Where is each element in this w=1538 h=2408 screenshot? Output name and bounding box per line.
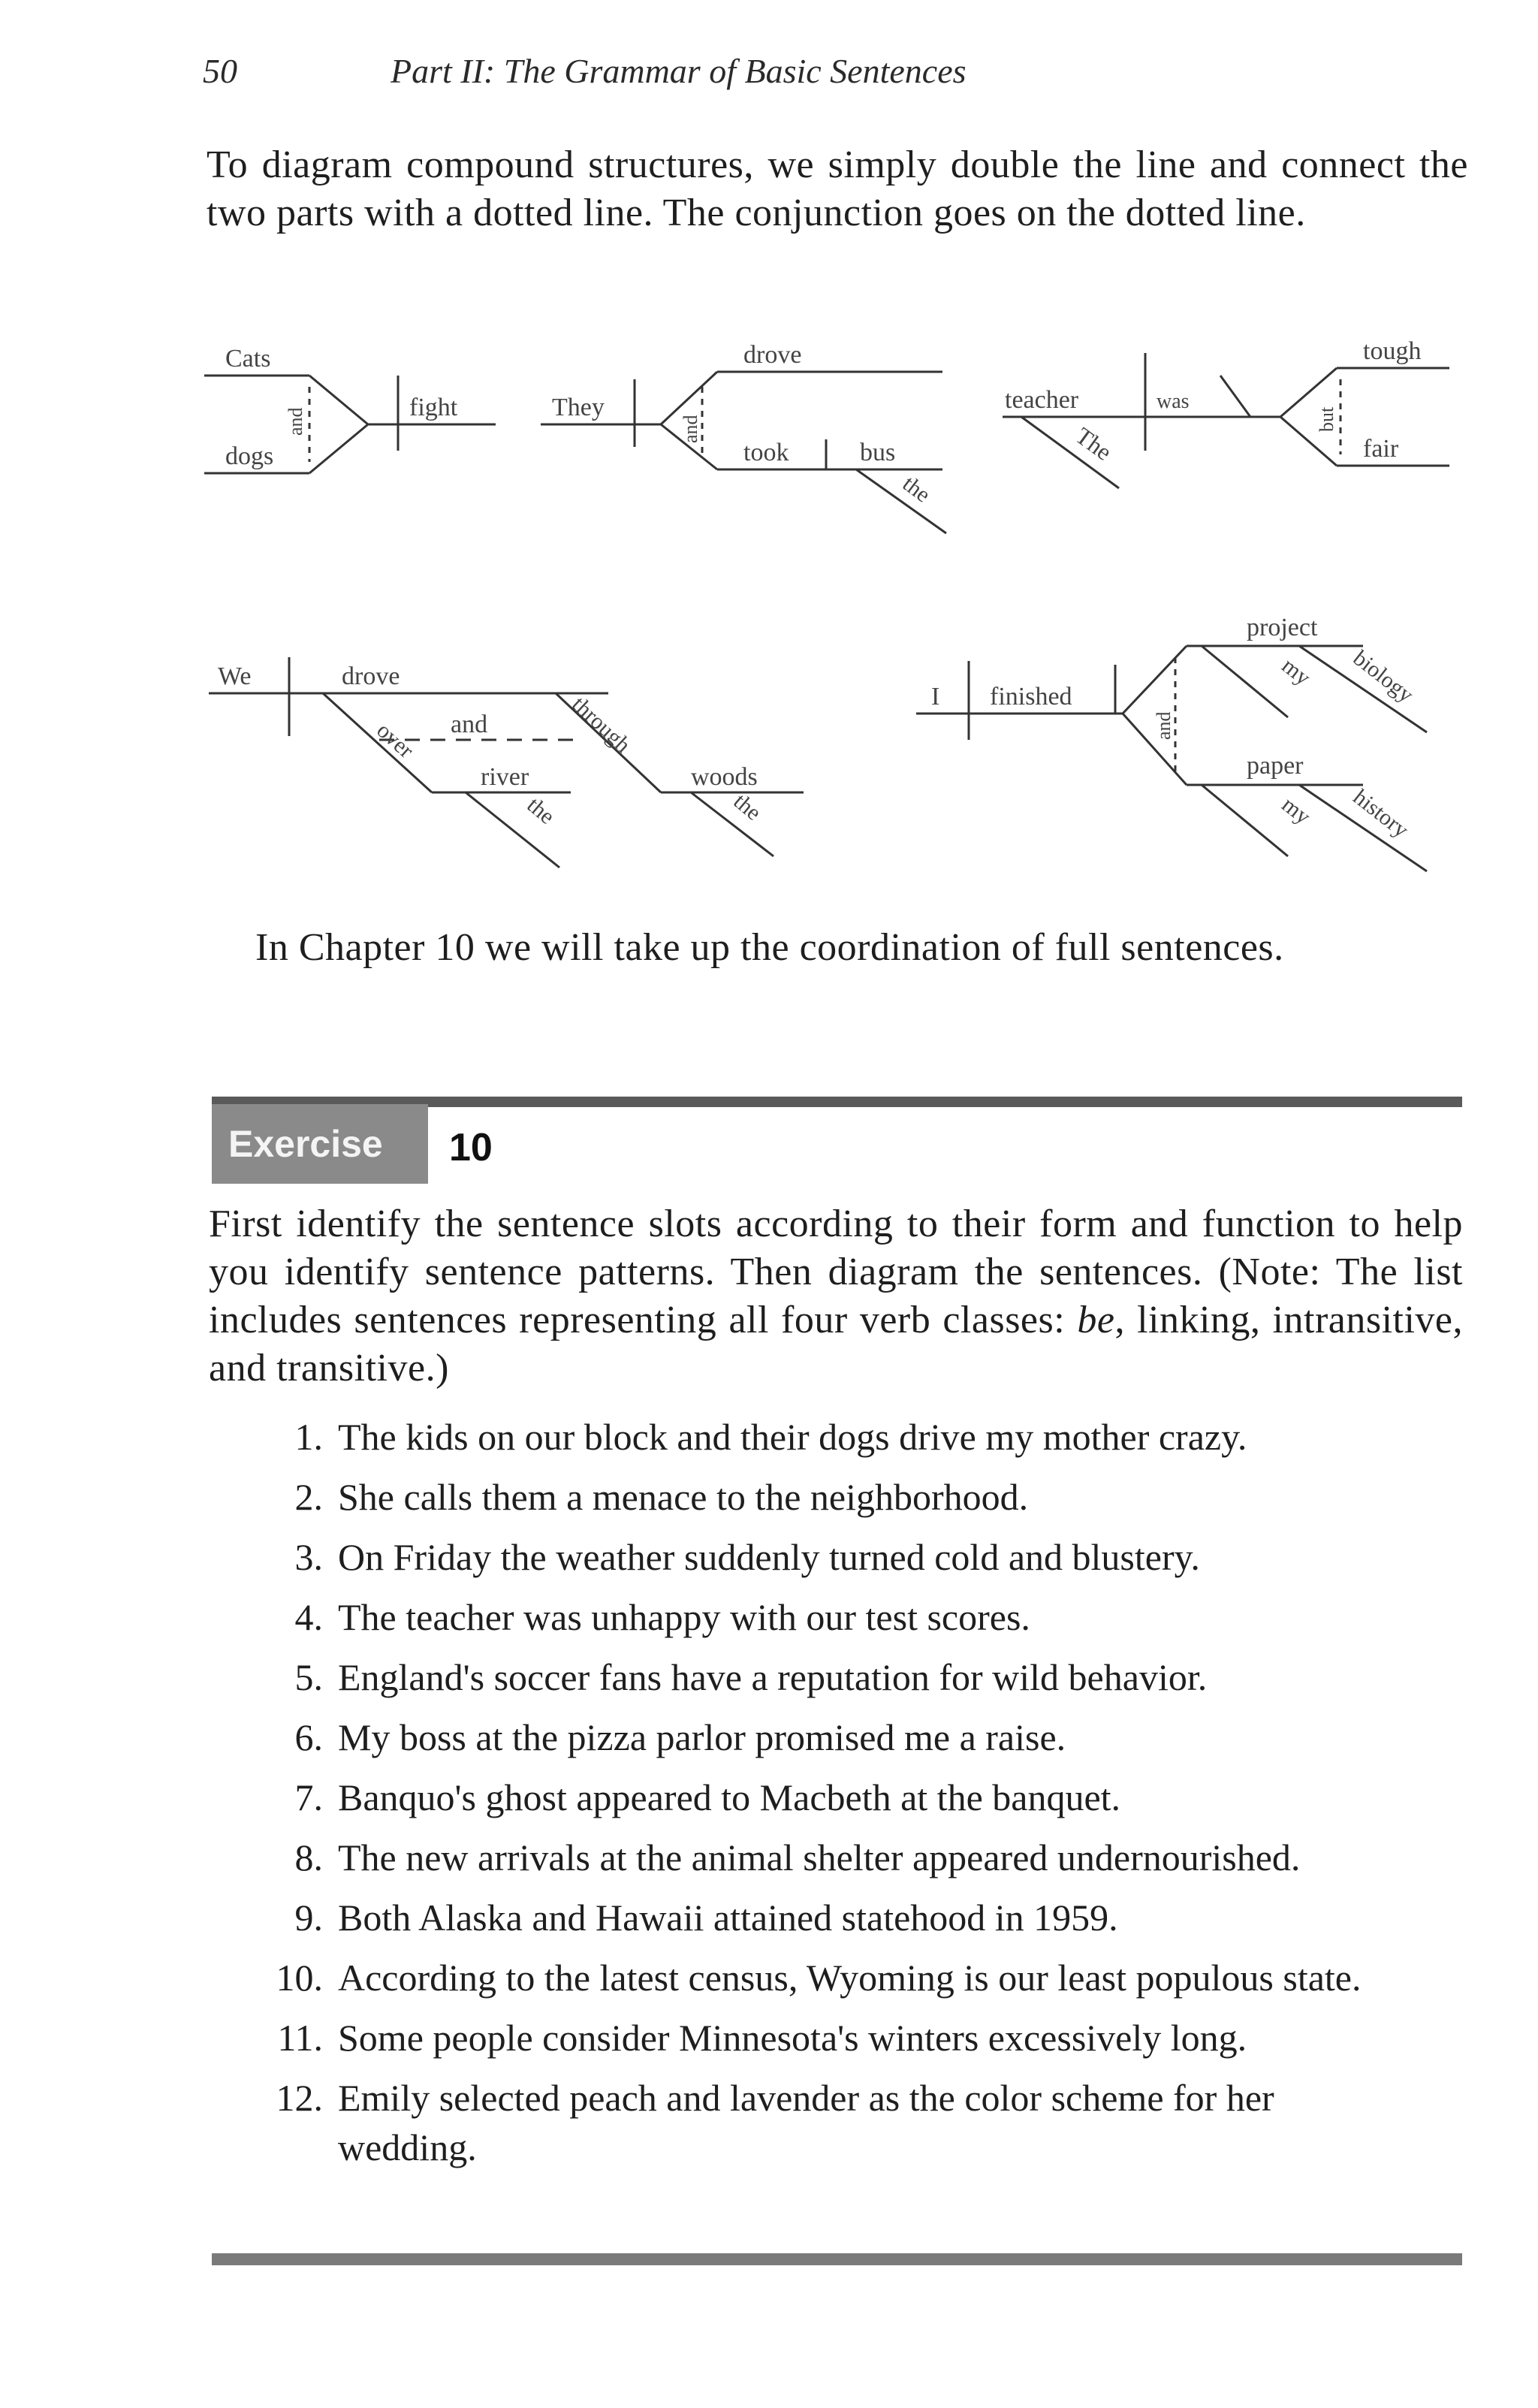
instructions-tail: , linking, intransitive, and transitive.): [209, 1299, 1463, 1390]
intro-paragraph: To diagram compound structures, we simply double the line and connect the two parts with a dotted line. The conjunction goes on the dotted line.: [207, 143, 1468, 234]
d4-obj2: woods: [691, 763, 758, 791]
bottom-rule: [212, 2253, 1462, 2265]
item-text: The kids on our block and their dogs drive my mother crazy.: [338, 1416, 1247, 1458]
list-item: [255, 1412, 1382, 1462]
d4-conj: and: [451, 711, 488, 738]
d5-mod2a: my: [1277, 792, 1316, 830]
exercise-list: [255, 1412, 1382, 2183]
list-item: [255, 1953, 1382, 2002]
item-number: 5.: [294, 1656, 323, 1698]
item-number: 7.: [294, 1776, 323, 1818]
d2-obj: bus: [860, 439, 896, 466]
list-item: [255, 1592, 1382, 1642]
d2-verb2: took: [743, 439, 789, 466]
diagram-teacher-tough-fair: [1003, 353, 1449, 488]
diagram-i-finished-project-paper: [916, 646, 1427, 871]
item-text: Both Alaska and Hawaii attained statehood in 1959.: [338, 1897, 1118, 1939]
diagram-we-drove-over-through: [209, 657, 804, 868]
sentence-diagrams: [0, 0, 1538, 901]
list-item: [255, 1712, 1382, 1762]
item-text: The new arrivals at the animal shelter appeared undernourished.: [338, 1836, 1301, 1878]
d5-conj: and: [1153, 711, 1175, 740]
d2-verb1: drove: [743, 341, 802, 369]
d3-subj: teacher: [1005, 386, 1079, 414]
d4-det2: the: [728, 789, 766, 825]
item-number: 2.: [294, 1476, 323, 1518]
d4-subj: We: [218, 662, 252, 690]
d5-verb: finished: [990, 683, 1072, 711]
instructions-be: be: [1077, 1299, 1115, 1341]
list-item: [255, 1652, 1382, 1702]
list-item: [255, 1893, 1382, 1942]
page-number: 50: [203, 52, 237, 90]
item-text: My boss at the pizza parlor promised me a raise.: [338, 1716, 1066, 1758]
d4-prep: through: [567, 691, 635, 758]
item-number: 11.: [277, 2017, 323, 2059]
d4-verb: drove: [342, 662, 400, 690]
d1-conj: and: [285, 407, 306, 436]
d1-verb: fight: [409, 394, 458, 421]
d2-subj: They: [552, 394, 605, 421]
item-number: 3.: [294, 1536, 323, 1578]
item-number: 10.: [276, 1957, 323, 1999]
d2-conj: and: [680, 415, 701, 443]
d3-comp1: tough: [1363, 337, 1422, 365]
d4-obj1: river: [481, 763, 529, 791]
running-head: Part II: The Grammar of Basic Sentences: [391, 52, 967, 90]
d5-mod1a: my: [1277, 653, 1316, 691]
d5-obj1: project: [1247, 614, 1318, 641]
exercise-number: 10: [449, 1126, 493, 1169]
list-item: [255, 1833, 1382, 1882]
list-item: [255, 1472, 1382, 1522]
exercise-label: Exercise: [212, 1104, 428, 1184]
d1-subj1: Cats: [225, 345, 271, 373]
d1-subj2: dogs: [225, 442, 274, 470]
item-number: 1.: [294, 1416, 323, 1458]
d5-obj2: paper: [1247, 752, 1304, 780]
item-number: 9.: [294, 1897, 323, 1939]
d4-adv: over: [372, 717, 419, 763]
item-text: On Friday the weather suddenly turned cold and blustery.: [338, 1536, 1200, 1578]
item-number: 6.: [294, 1716, 323, 1758]
list-item: [255, 1773, 1382, 1822]
item-number: 12.: [276, 2077, 323, 2119]
item-text: Banquo's ghost appeared to Macbeth at the banquet.: [338, 1776, 1121, 1818]
d3-det: The: [1070, 421, 1117, 466]
item-number: 8.: [294, 1836, 323, 1878]
item-text: England's soccer fans have a reputation for wild behavior.: [338, 1656, 1208, 1698]
item-text: The teacher was unhappy with our test scores.: [338, 1596, 1030, 1638]
d5-mod1b: biology: [1348, 645, 1419, 708]
item-number: 4.: [294, 1596, 323, 1638]
item-text: Some people consider Minnesota's winters excessively long.: [338, 2017, 1247, 2059]
d3-verb: was: [1157, 390, 1190, 413]
d3-conj: but: [1316, 406, 1337, 432]
d5-subj: I: [931, 683, 940, 711]
instructions-main: First identify the sentence slots according to their form and function to help you identify sentence patterns. Then diagram the sentences. (Note: The list includes sentences representing all four verb classes:: [209, 1202, 1463, 1341]
item-text: Emily selected peach and lavender as the color scheme for her wedding.: [338, 2077, 1274, 2168]
list-item: [255, 1532, 1382, 1582]
d4-det1: the: [522, 792, 559, 829]
item-text: She calls them a menace to the neighborhood.: [338, 1476, 1029, 1518]
d3-comp2: fair: [1363, 435, 1399, 463]
item-text: According to the latest census, Wyoming is our least populous state.: [338, 1957, 1362, 1999]
d5-mod2b: history: [1348, 784, 1413, 843]
d2-det: the: [897, 471, 935, 508]
list-item: [255, 2013, 1382, 2062]
exercise-instructions: [209, 1200, 1463, 1393]
chapter-note: In Chapter 10 we will take up the coordination of full sentences.: [255, 926, 1284, 969]
list-item: [255, 2073, 1382, 2172]
